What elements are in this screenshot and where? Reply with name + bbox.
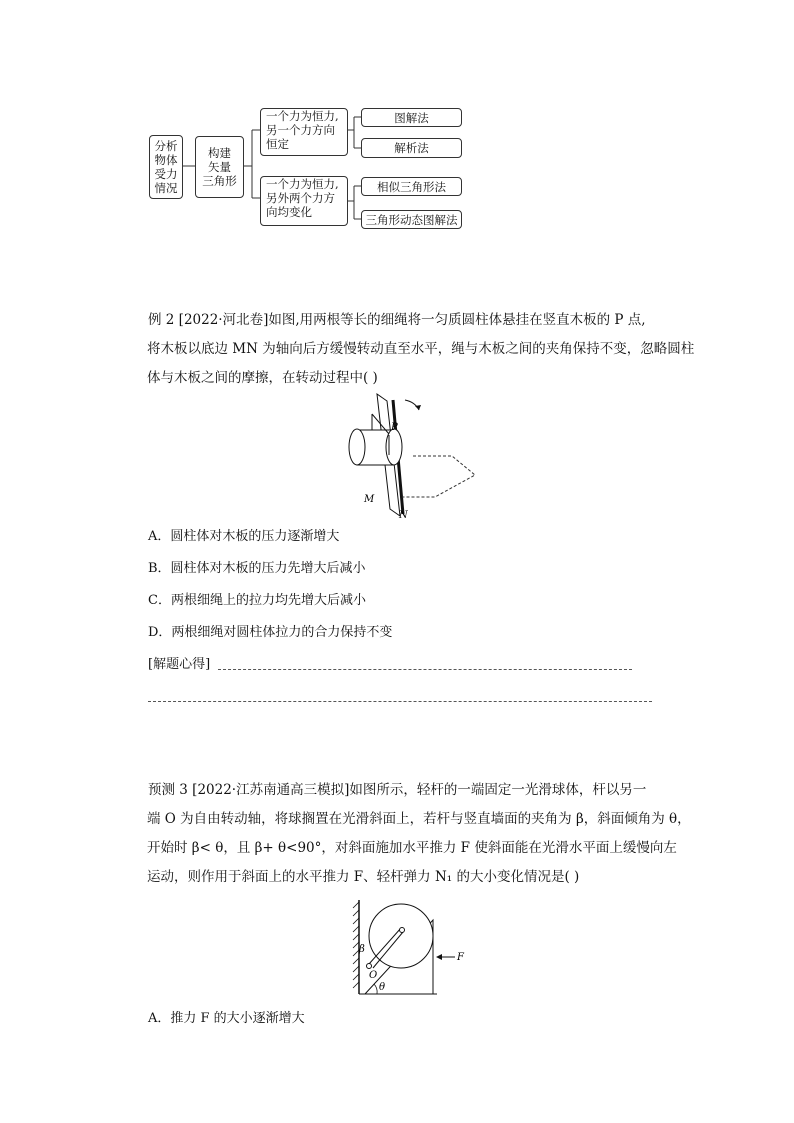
method-analytic-box [361, 138, 462, 158]
box1-line4: 情况 [154, 181, 178, 195]
prediction3-option-a: A．推力 F 的大小逐渐增大 [148, 1011, 305, 1026]
prediction3-line-1: 预测 3 [2022·江苏南通高三模拟]如图所示，轻杆的一端固定一光滑球体，杆以另一 [148, 782, 647, 798]
method2-label: 解析法 [394, 141, 429, 155]
cylinder-board-figure [345, 390, 480, 520]
label-theta: θ [379, 982, 386, 993]
label-m: M [364, 494, 375, 505]
box1-line3: 受力 [154, 167, 178, 181]
ball-slope-figure [345, 890, 475, 998]
method3-label: 相似三角形法 [377, 179, 446, 194]
example2-line-2: 将木板以底边 MN 为轴向后方缓慢转动直至水平，绳与木板之间的夹角保持不变，忽略圆柱 [147, 341, 695, 357]
box1-line2: 物体 [154, 153, 178, 167]
build-triangle-box [195, 136, 244, 198]
answer-line-2[interactable] [148, 701, 652, 702]
box1-line1: 分析 [154, 139, 178, 153]
example2-option-b: B．圆柱体对木板的压力先增大后减小 [148, 561, 366, 576]
label-n: N [399, 510, 408, 520]
method-dynamic-triangle-box [361, 210, 462, 229]
example2-line-1: 例 2 [2022·河北卷]如图,用两根等长的细绳将一匀质圆柱体悬挂在竖直木板的 P 点, [148, 312, 646, 328]
case1-box [260, 108, 348, 156]
method1-label: 图解法 [394, 110, 429, 125]
case1-line2: 另一个力方向 [266, 123, 335, 137]
case2-line2: 另外两个力方 [266, 191, 335, 205]
method-similar-triangle-box [361, 177, 462, 196]
box2-line1: 构建 [208, 146, 231, 160]
label-o: O [369, 970, 378, 981]
box2-line3: 三角形 [202, 174, 237, 188]
method4-label: 三角形动态图解法 [365, 212, 458, 227]
case2-line1: 一个力为恒力, [266, 177, 339, 191]
label-p: P [391, 422, 398, 433]
example2-line-3: 体与木板之间的摩擦，在转动过程中( ) [147, 370, 378, 386]
label-beta: β [359, 944, 365, 955]
prediction3-line-2: 端 O 为自由转动轴，将球搁置在光滑斜面上，若杆与竖直墙面的夹角为 β，斜面倾角为 θ， [147, 811, 691, 827]
example2-option-a: A．圆柱体对木板的压力逐渐增大 [148, 529, 340, 544]
label-f: F [457, 952, 464, 963]
example2-option-d: D．两根细绳对圆柱体拉力的合力保持不变 [148, 625, 393, 640]
answer-line-1[interactable] [218, 669, 632, 670]
case1-line3: 恒定 [266, 137, 289, 151]
method-graphic-box [361, 108, 462, 127]
analyze-force-box [149, 135, 183, 199]
box2-line2: 矢量 [208, 160, 231, 174]
case2-box [260, 176, 348, 226]
case1-line1: 一个力为恒力, [266, 109, 339, 123]
case2-line3: 向均变化 [266, 205, 312, 219]
prediction3-line-3: 开始时 β< θ，且 β+ θ<90°，对斜面施加水平推力 F 使斜面能在光滑水平面上缓慢向左 [147, 840, 677, 856]
prediction3-line-4: 运动，则作用于斜面上的水平推力 F、轻杆弹力 N₁ 的大小变化情况是( ) [147, 869, 580, 885]
example2-option-c: C．两根细绳上的拉力均先增大后减小 [148, 593, 366, 608]
answer-label: [解题心得] [148, 657, 211, 672]
